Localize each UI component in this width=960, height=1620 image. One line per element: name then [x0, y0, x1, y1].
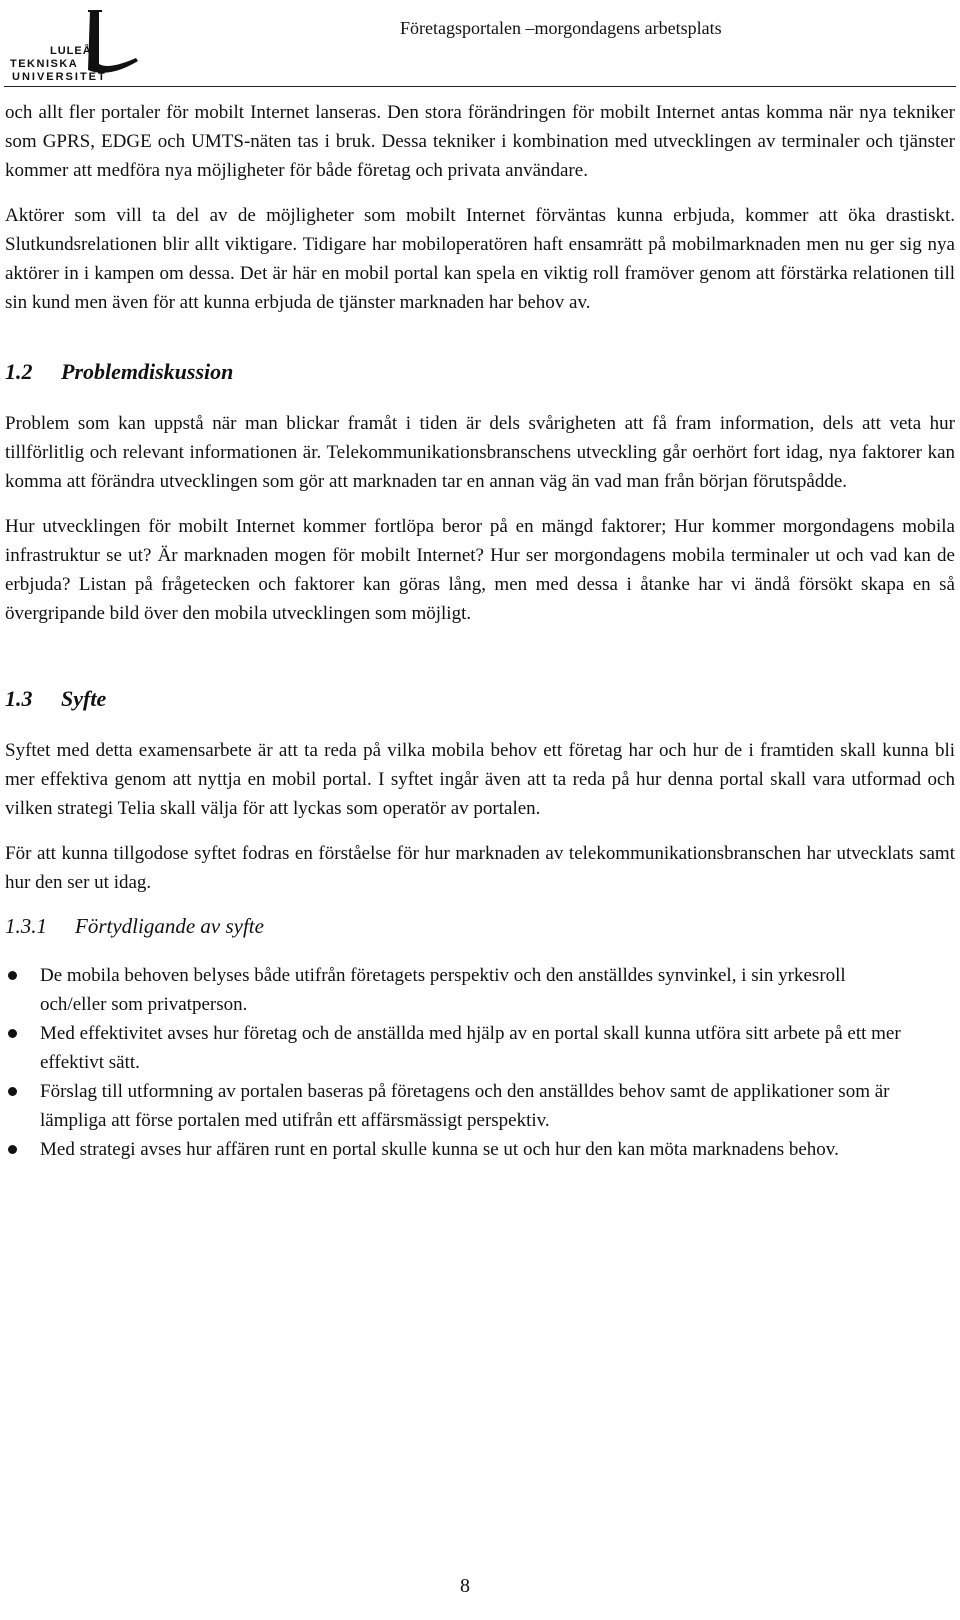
document-body [5, 98, 955, 1164]
paragraph-actors: Aktörer som vill ta del av de möjligheter som mobilt Internet förväntas kunna erbjuda, kommer att öka drastiskt. Slutkundsrelationen blir allt viktigare. Tidigare har mobiloperatören haft ensamrätt på mobilmarknaden men nu ger sig nya aktörer in i kampen om dessa. Det är här en mobil portal kan spela en viktig roll framöver genom att förstärka relationen till sin kund men även för att kunna erbjuda de tjänster marknaden har behov av. [5, 205, 955, 313]
page-number: 8 [460, 1575, 470, 1597]
list-item [5, 961, 910, 1019]
paragraph-intro-continued: och allt fler portaler för mobilt Internet lanseras. Den stora förändringen för mobilt Internet antas komma när nya tekniker som GPRS, EDGE och UMTS-näten tas i bruk. Dessa tekniker i kombination med utvecklingen av terminaler och tjänster kommer att medföra nya möjligheter för både företag och privata användare. [5, 102, 955, 181]
section-heading-problemdiskussion [5, 357, 955, 387]
subsection-title: Förtydligande av syfte [75, 914, 264, 938]
list-item-text: De mobila behoven belyses både utifrån företagets perspektiv och den anställdes synvinkel, i sin yrkesroll och/eller som privatperson. [40, 965, 846, 1015]
luleå-logo-graphic [2, 6, 140, 82]
list-item [5, 1135, 910, 1164]
logo-line-1: LULEÅ [50, 45, 92, 57]
paragraph-questions: Hur utvecklingen för mobilt Internet kommer fortlöpa beror på en mängd faktorer; Hur kommer morgondagens mobila infrastruktur se ut? Är marknaden mogen för mobilt Internet? Hur ser morgondagens mobila terminaler ut och vad kan de erbjuda? Listan på frågetecken och faktorer kan göras lång, men med dessa i åtanke har vi ändå försökt skapa en så övergripande bild över den mobila utvecklingen som möjligt. [5, 516, 955, 624]
purpose-bullet-list [5, 961, 955, 1164]
paragraph-problem: Problem som kan uppstå när man blickar framåt i tiden är dels svårigheten att få fram information, dels att veta hur tillförlitlig och relevant informationen är. Telekommunikationsbranschens utveckling går oerhört fort idag, nya faktorer kan komma att förändra utvecklingen som gör att marknaden tar en annan väg än vad man från början förutspådde. [5, 413, 955, 492]
list-item-text: Förslag till utformning av portalen baseras på företagens och den anställdes behov samt de applikationer som är lämpliga att förse portalen med utifrån ett affärsmässigt perspektiv. [40, 1081, 890, 1131]
logo-line-3: UNIVERSITET [12, 71, 107, 82]
header-divider [4, 86, 956, 87]
university-logo [2, 6, 140, 82]
list-item-text: Med strategi avses hur affären runt en portal skulle kunna se ut och hur den kan möta marknadens behov. [40, 1139, 839, 1160]
section-heading-syfte [5, 684, 955, 714]
paragraph-purpose: Syftet med detta examensarbete är att ta reda på vilka mobila behov ett företag har och hur de i framtiden skall kunna bli mer effektiva genom att nyttja en mobil portal. I syftet ingår även att ta reda på hur denna portal skall vara utformad och vilken strategi Telia skall välja för att lyckas som operatör av portalen. [5, 740, 955, 819]
section-title: Syfte [61, 686, 107, 711]
subsection-heading-fortydligande [5, 911, 955, 941]
bullet-icon [8, 1029, 17, 1038]
list-item [5, 1077, 910, 1135]
bullet-icon [8, 1087, 17, 1096]
logo-line-2: TEKNISKA [10, 58, 79, 70]
subsection-number: 1.3.1 [5, 914, 47, 938]
bullet-icon [8, 971, 17, 980]
paragraph-understanding: För att kunna tillgodose syftet fodras en förståelse för hur marknaden av telekommunikationsbranschen har utvecklats samt hur den ser ut idag. [5, 843, 955, 893]
bullet-icon [8, 1145, 17, 1154]
list-item-text: Med effektivitet avses hur företag och de anställda med hjälp av en portal skall kunna utföra sitt arbete på ett mer effektivt sätt. [40, 1023, 901, 1073]
section-number: 1.3 [5, 686, 33, 711]
section-number: 1.2 [5, 359, 33, 384]
list-item [5, 1019, 910, 1077]
section-title: Problemdiskussion [61, 359, 234, 384]
running-header-title: Företagsportalen –morgondagens arbetsplats [400, 18, 722, 38]
